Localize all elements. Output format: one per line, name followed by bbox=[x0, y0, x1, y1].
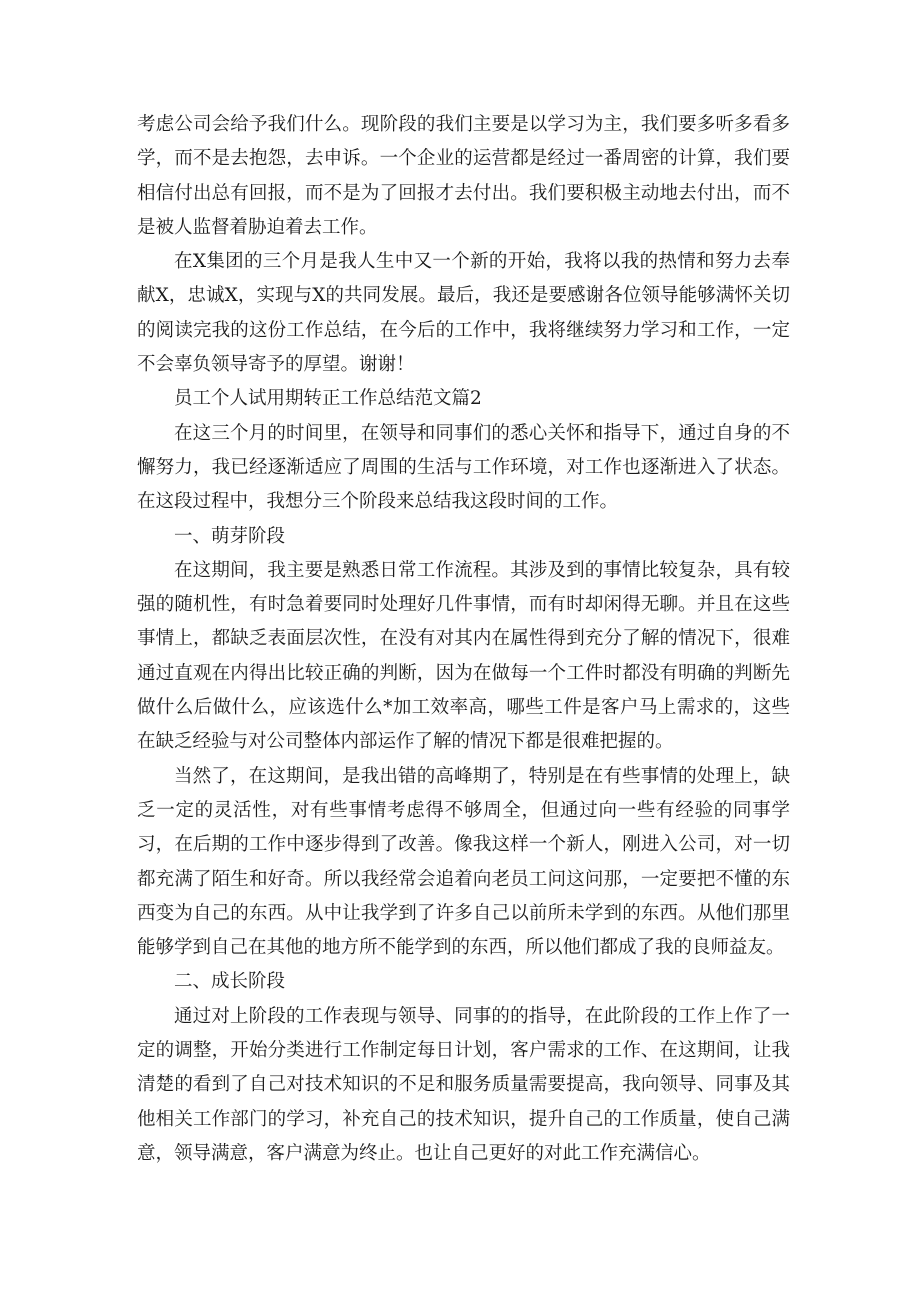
paragraph: 考虑公司会给予我们什么。现阶段的我们主要是以学习为主，我们要多听多看多学，而不是去抱怨，去申诉。一个企业的运营都是经过一番周密的计算，我们要相信付出总有回报，而不是为了回报才去付出。我们要积极主动地去付出，而不是被人监督着胁迫着去工作。 bbox=[137, 114, 790, 238]
document-body bbox=[137, 108, 790, 1171]
paragraph: 在这期间，我主要是熟悉日常工作流程。其涉及到的事情比较复杂，具有较强的随机性，有时急着要同时处理好几件事情，而有时却闲得无聊。并且在这些事情上，都缺乏表面层次性，在没有对其内在属性得到充分了解的情况下，很难通过直观在内得出比较正确的判断，因为在做每一个工件时都没有明确的判断先做什么后做什么，应该选什么*加工效率高，哪些工件是客户马上需求的，这些在缺乏经验与对公司整体内部运作了解的情况下都是很难把握的。 bbox=[137, 559, 790, 753]
paragraph: 当然了，在这期间，是我出错的高峰期了，特别是在有些事情的处理上，缺乏一定的灵活性，对有些事情考虑得不够周全，但通过向一些有经验的同事学习，在后期的工作中逐步得到了改善。像我这样一个新人，刚进入公司，对一切都充满了陌生和好奇。所以我经常会追着向老员工问这问那，一定要把不懂的东西变为自己的东西。从中让我学到了许多自己以前所未学到的东西。从他们那里能够学到自己在其他的地方所不能学到的东西，所以他们都成了我的良师益友。 bbox=[137, 765, 790, 959]
paragraph: 在X集团的三个月是我人生中又一个新的开始，我将以我的热情和努力去奉献X，忠诚X，实现与X的共同发展。最后，我还是要感谢各位领导能够满怀关切的阅读完我的这份工作总结，在今后的工作中，我将继续努力学习和工作，一定不会辜负领导寄予的厚望。谢谢！ bbox=[137, 251, 790, 376]
subheading: 二、成长阶段 bbox=[174, 971, 286, 993]
paragraph: 在这三个月的时间里，在领导和同事们的悉心关怀和指导下，通过自身的不懈努力，我已经逐渐适应了周围的生活与工作环境，对工作也逐渐进入了状态。在这段过程中，我想分三个阶段来总结我这段时间的工作。 bbox=[137, 422, 790, 513]
subheading: 一、萌芽阶段 bbox=[174, 525, 286, 547]
paragraph: 通过对上阶段的工作表现与领导、同事的的指导，在此阶段的工作上作了一定的调整，开始分类进行工作制定每日计划，客户需求的工作、在这期间，让我清楚的看到了自己对技术知识的不足和服务质量需要提高，我向领导、同事及其他相关工作部门的学习，补充自己的技术知识，提升自己的工作质量，使自己满意，领导满意，客户满意为终止。也让自己更好的对此工作充满信心。 bbox=[137, 1005, 790, 1164]
section-title: 员工个人试用期转正工作总结范文篇2 bbox=[174, 388, 482, 410]
